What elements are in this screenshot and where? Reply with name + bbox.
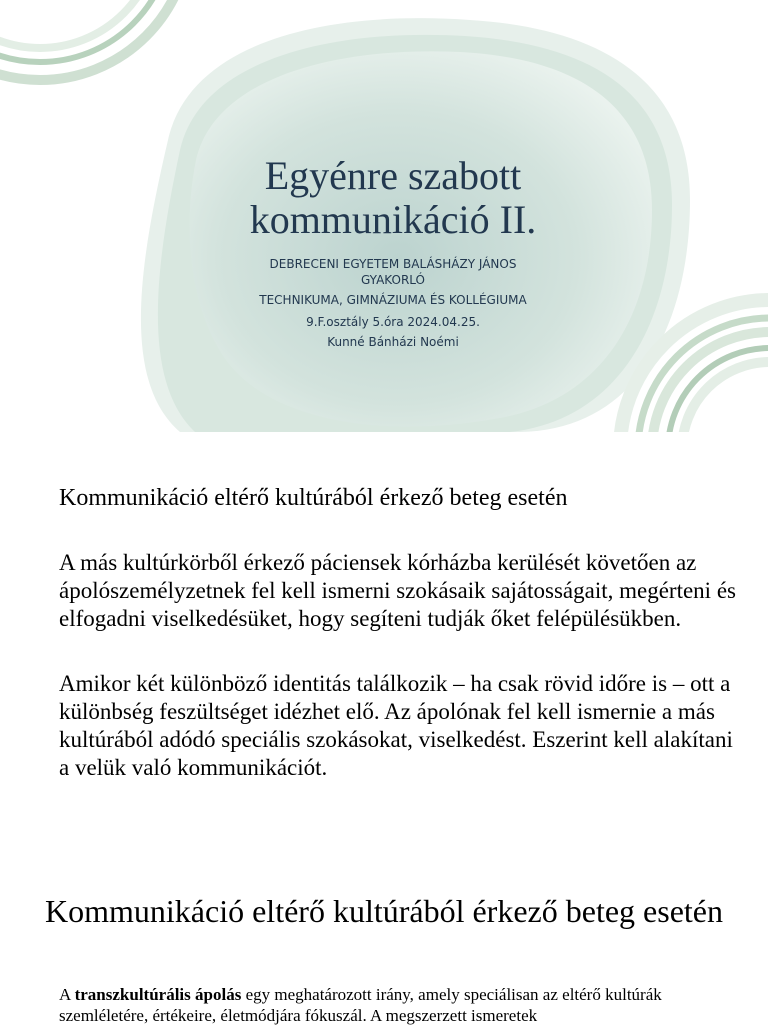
- subtitle-line: GYAKORLÓ: [360, 273, 425, 287]
- slide3-paragraph: [59, 984, 719, 1026]
- para-prefix: A: [59, 985, 75, 1004]
- para-rest: egy meghatározott irány, amely speciálisan az eltérő kultúrák szemléletére, értékeire, életmódjára fókuszál. A megszerzett ismeretek: [59, 985, 662, 1025]
- para-bold-term: transzkultúrális ápolás: [74, 985, 242, 1004]
- subtitle-line: TECHNIKUMA, GIMNÁZIUMA ÉS KOLLÉGIUMA: [259, 293, 527, 307]
- slide2-paragraph: A más kultúrkörből érkező páciensek kórházba kerülését követően az ápolószemélyzetnek fel kell ismerni szokásaik sajátosságait, megérteni és elfogadni viselkedésüket, hogy segíteni tudják őket felépülésükben.: [59, 550, 736, 631]
- subtitle-line: 9.F.osztály 5.óra 2024.04.25.: [306, 315, 480, 329]
- slide2-paragraph: Amikor két különböző identitás találkozik – ha csak rövid időre is – ott a különbség feszültséget idézhet elő. Az ápolónak fel kell ismernie a más kultúrából adódó speciális szokásokat, viselkedést. Eszerint kell alakítani a velük való kommunikációt.: [59, 671, 733, 780]
- corner-rings-top-left: [0, 0, 190, 80]
- subtitle-line: Kunné Bánházi Noémi: [327, 335, 459, 349]
- slide-title: Egyénre szabott kommunikáció II.: [249, 153, 537, 242]
- title-slide: [0, 0, 768, 432]
- subtitle-line: DEBRECENI EGYETEM BALÁSHÁZY JÁNOS: [269, 257, 517, 271]
- slide3-title: Kommunikáció eltérő kultúrából érkező beteg esetén: [45, 893, 723, 929]
- slide2-title: Kommunikáció eltérő kultúrából érkező beteg esetén: [59, 485, 568, 511]
